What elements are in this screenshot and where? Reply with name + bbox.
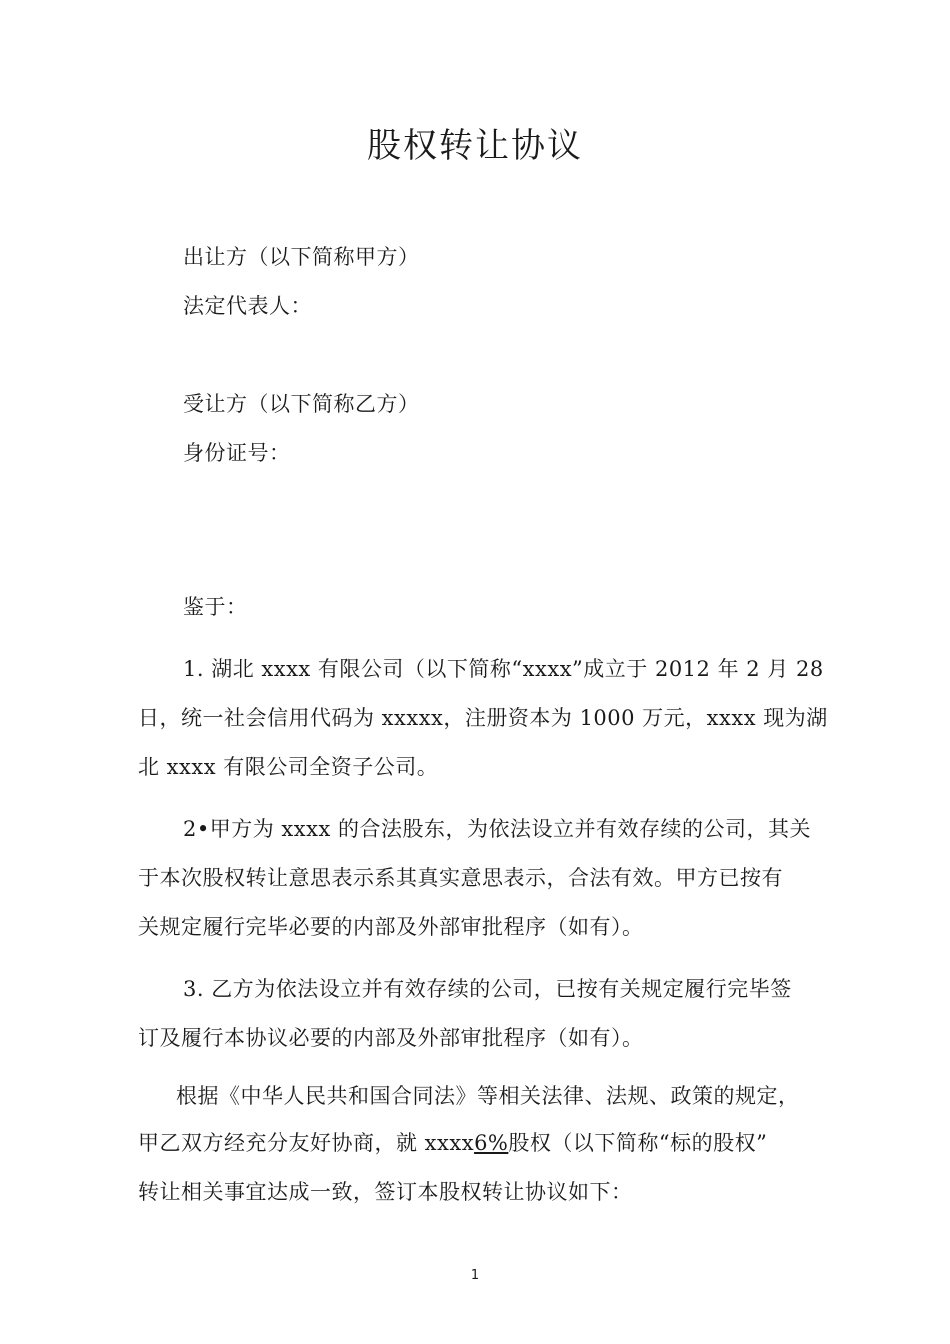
clause2-line1: 2•甲方为 xxxx 的合法股东，为依法设立并有效存续的公司，其关 [183,817,811,841]
transferee-line: 受让方（以下简称乙方） [183,392,420,416]
clause1-line3: 北 xxxx 有限公司全资子公司。 [138,755,439,779]
transferor-line: 出让方（以下简称甲方） [183,245,420,269]
legal-representative-line: 法定代表人： [183,294,312,318]
clause1-line1: 1. 湖北 xxxx 有限公司（以下简称“xxxx”成立于 2012 年 2 月 28 [183,657,824,681]
whereas-heading: 鉴于： [183,595,248,619]
clause3-line2: 订及履行本协议必要的内部及外部审批程序（如有）。 [138,1026,644,1050]
basis-line3: 转让相关事宜达成一致，签订本股权转让协议如下： [138,1180,633,1204]
page-number: 1 [470,1268,480,1283]
basis-line1: 根据《中华人民共和国合同法》等相关法律、法规、政策的规定， [176,1084,800,1108]
clause3-line1: 3. 乙方为依法设立并有效存续的公司，已按有关规定履行完毕签 [183,977,792,1001]
id-number-line: 身份证号： [183,441,291,465]
share-percentage: 6% [474,1131,509,1155]
basis-line2 [138,1128,767,1158]
clause2-line2: 于本次股权转让意思表示系其真实意思表示，合法有效。甲方已按有 [138,866,783,890]
basis-line2-suffix: 股权（以下简称“标的股权” [508,1131,768,1155]
basis-line2-prefix: 甲乙双方经充分友好协商，就 xxxx [138,1131,475,1155]
clause2-line3: 关规定履行完毕必要的内部及外部审批程序（如有）。 [138,915,644,939]
document-title: 股权转让协议 [367,126,583,166]
clause1-line2: 日，统一社会信用代码为 xxxxx，注册资本为 1000 万元，xxxx 现为湖 [138,706,828,730]
